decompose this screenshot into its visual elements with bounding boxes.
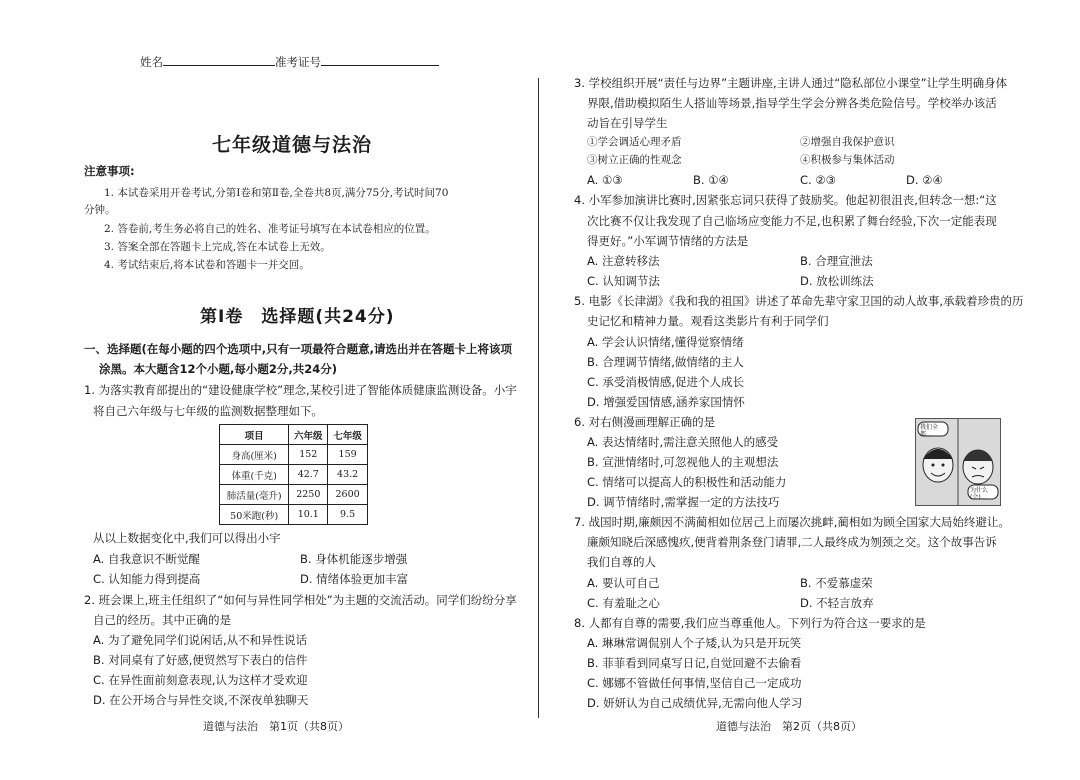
q3-stem: 3. 学校组织开展“责任与边界”主题讲座,主讲人通过“隐私部位小课堂”让学生明确身体 — [574, 76, 1008, 90]
q7-option: B. 不爱慕虚荣 — [800, 576, 873, 590]
q3-option: C. ②③ — [800, 173, 836, 187]
q4-option: C. 认知调节法 — [587, 274, 660, 288]
q1-stem: 将自己六年级与七年级的监测数据整理如下。 — [93, 404, 323, 418]
table-cell: 42.7 — [289, 465, 328, 485]
q2-option: A. 为了避免同学们说闲话,从不和异性说话 — [93, 633, 308, 647]
q1-option: D. 情绪体验更加丰富 — [300, 572, 409, 586]
q4-option: A. 注意转移法 — [587, 254, 660, 268]
instructions-line: 一、选择题(在每小题的四个选项中,只有一项最符合题意,请选出并在答题卡上将该项 — [84, 342, 512, 356]
q6-option: A. 表达情绪时,需注意关照他人的感受 — [587, 435, 779, 449]
q4-stem: 次比赛不仅让我发现了自己临场应变能力不足,也积累了舞台经验,下次一定能表现 — [587, 214, 997, 228]
q2-stem: 自己的经历。其中正确的是 — [93, 613, 231, 627]
table-row — [220, 505, 368, 525]
q5-stem: 史记忆和精神力量。观看这类影片有利于同学们 — [587, 314, 829, 328]
instructions-line: 涂黑。本大题含12个小题,每小题2分,共24分) — [99, 362, 337, 376]
q3-option: D. ②④ — [906, 173, 943, 187]
q5-option: B. 合理调节情绪,做情绪的主人 — [587, 355, 744, 369]
q7-stem: 廉颇知晓后深感愧疚,便背着荆条登门请罪,二人最终成为刎颈之交。这个故事告诉 — [587, 535, 997, 549]
exam-title: 七年级道德与法治 — [212, 134, 373, 156]
footer-right: 道德与法治 第2页（共8页） — [716, 720, 862, 733]
q7-option: A. 要认可自己 — [587, 576, 660, 590]
q2-option: B. 对同桌有了好感,便贸然写下表白的信件 — [93, 653, 308, 667]
q1-option: C. 认知能力得到提高 — [93, 572, 201, 586]
q2-option: C. 在异性面前刻意表现,认为这样才受欢迎 — [93, 673, 308, 687]
q6-option: C. 情绪可以提高人的积极性和活动能力 — [587, 475, 787, 489]
name-blank — [163, 53, 275, 66]
q1-stem: 1. 为落实教育部提出的“建设健康学校”理念,某校引进了智能体质健康监测设备。小宇 — [84, 383, 517, 397]
table-row — [220, 485, 368, 505]
q3-stem: 界限,借助模拟陌生人搭讪等场景,指导学生学会分辨各类危险信号。学校举办该活 — [587, 96, 997, 110]
section-title: 第Ⅰ卷 选择题(共24分) — [200, 307, 395, 327]
id-blank — [321, 53, 439, 66]
q4-option: D. 放松训练法 — [800, 274, 874, 288]
q7-option: D. 不轻言放弃 — [800, 596, 874, 610]
name-field — [140, 52, 439, 72]
q5-stem: 5. 电影《长津湖》《我和我的祖国》讲述了革命先辈守家卫国的动人故事,承载着珍贵的历 — [574, 294, 1024, 308]
page-divider — [538, 78, 539, 718]
q3-statement: ①学会调适心理矛盾 — [587, 136, 682, 148]
q3-option: B. ①④ — [693, 173, 729, 187]
table-cell: 身高(厘米) — [220, 445, 289, 465]
q6-comic-image — [915, 418, 1001, 506]
table-row — [220, 465, 368, 485]
q6-stem: 6. 对右侧漫画理解正确的是 — [574, 415, 716, 429]
comic-bubble-text: 为什么(会)… — [970, 487, 989, 501]
table-header: 六年级 — [289, 425, 328, 445]
notice-item: 1. 本试卷采用开卷考试,分第Ⅰ卷和第Ⅱ卷,全卷共8页,满分75分,考试时间70 — [104, 187, 449, 199]
table-cell: 2250 — [289, 485, 328, 505]
q5-option: A. 学会认识情绪,懂得觉察情绪 — [587, 335, 744, 349]
q4-option: B. 合理宣泄法 — [800, 254, 873, 268]
q4-stem: 得更好。”小军调节情绪的方法是 — [587, 234, 749, 248]
notice-item: 分钟。 — [84, 204, 116, 216]
table-cell: 152 — [289, 445, 328, 465]
q2-stem: 2. 班会课上,班主任组织了“如何与异性同学相处”为主题的交流活动。同学们纷纷分享 — [84, 593, 517, 607]
q1-data-table — [219, 424, 368, 525]
name-label: 姓名 — [140, 55, 163, 69]
q7-stem: 我们自尊的人 — [587, 555, 656, 569]
notice-item: 3. 答案全部在答题卡上完成,答在本试卷上无效。 — [104, 241, 331, 253]
table-header: 七年级 — [328, 425, 368, 445]
footer-left: 道德与法治 第1页（共8页） — [203, 720, 349, 733]
q3-option: A. ①③ — [587, 173, 623, 187]
q1-option: A. 自我意识不断觉醒 — [93, 552, 200, 566]
q1-prompt: 从以上数据变化中,我们可以得出小宇 — [93, 531, 281, 545]
table-header: 项目 — [220, 425, 289, 445]
q3-statement: ②增强自我保护意识 — [800, 136, 895, 148]
table-row — [220, 445, 368, 465]
table-cell: 50米跑(秒) — [220, 505, 289, 525]
table-cell: 9.5 — [328, 505, 368, 525]
notice-heading: 注意事项: — [84, 164, 135, 178]
q8-option: A. 琳琳常调侃别人个子矮,认为只是开玩笑 — [587, 636, 802, 650]
q5-option: C. 承受消极情感,促进个人成长 — [587, 375, 744, 389]
q7-stem: 7. 战国时期,廉颇因不满蔺相如位居己上而屡次挑衅,蔺相如为顾全国家大局始终避让。 — [574, 515, 1010, 529]
notice-item: 4. 考试结束后,将本试卷和答题卡一并交回。 — [104, 259, 310, 271]
q3-statement: ④积极参与集体活动 — [800, 154, 895, 166]
q1-option: B. 身体机能逐步增强 — [300, 552, 408, 566]
q6-option: D. 调节情绪时,需掌握一定的方法技巧 — [587, 495, 780, 509]
q3-statement: ③树立正确的性观念 — [587, 154, 682, 166]
q5-option: D. 增强爱国情感,涵养家国情怀 — [587, 395, 745, 409]
table-header-row — [220, 425, 368, 445]
q8-option: B. 菲菲看到同桌写日记,自觉回避不去偷看 — [587, 656, 802, 670]
q7-option: C. 有羞耻之心 — [587, 596, 660, 610]
id-label: 准考证号 — [275, 55, 321, 69]
q8-stem: 8. 人都有自尊的需要,我们应当尊重他人。下列行为符合这一要求的是 — [574, 616, 926, 630]
table-cell: 159 — [328, 445, 368, 465]
table-cell: 体重(千克) — [220, 465, 289, 485]
table-cell: 43.2 — [328, 465, 368, 485]
q6-option: B. 宣泄情绪时,可忽视他人的主观想法 — [587, 455, 779, 469]
q8-option: D. 妍妍认为自己成绩优异,无需向他人学习 — [587, 696, 803, 710]
q8-option: C. 娜娜不管做任何事情,坚信自己一定成功 — [587, 676, 802, 690]
table-cell: 2600 — [328, 485, 368, 505]
q3-stem: 动旨在引导学生 — [587, 116, 668, 130]
q2-option: D. 在公开场合与异性交谈,不深夜单独聊天 — [93, 693, 309, 707]
table-cell: 10.1 — [289, 505, 328, 525]
q4-stem: 4. 小军参加演讲比赛时,因紧张忘词只获得了鼓励奖。他起初很沮丧,但转念一想:“这 — [574, 193, 997, 207]
notice-item: 2. 答卷前,考生务必将自己的姓名、准考证号填写在本试卷相应的位置。 — [104, 223, 436, 235]
comic-bubble-text: 我们全都… — [920, 424, 939, 438]
table-cell: 肺活量(毫升) — [220, 485, 289, 505]
